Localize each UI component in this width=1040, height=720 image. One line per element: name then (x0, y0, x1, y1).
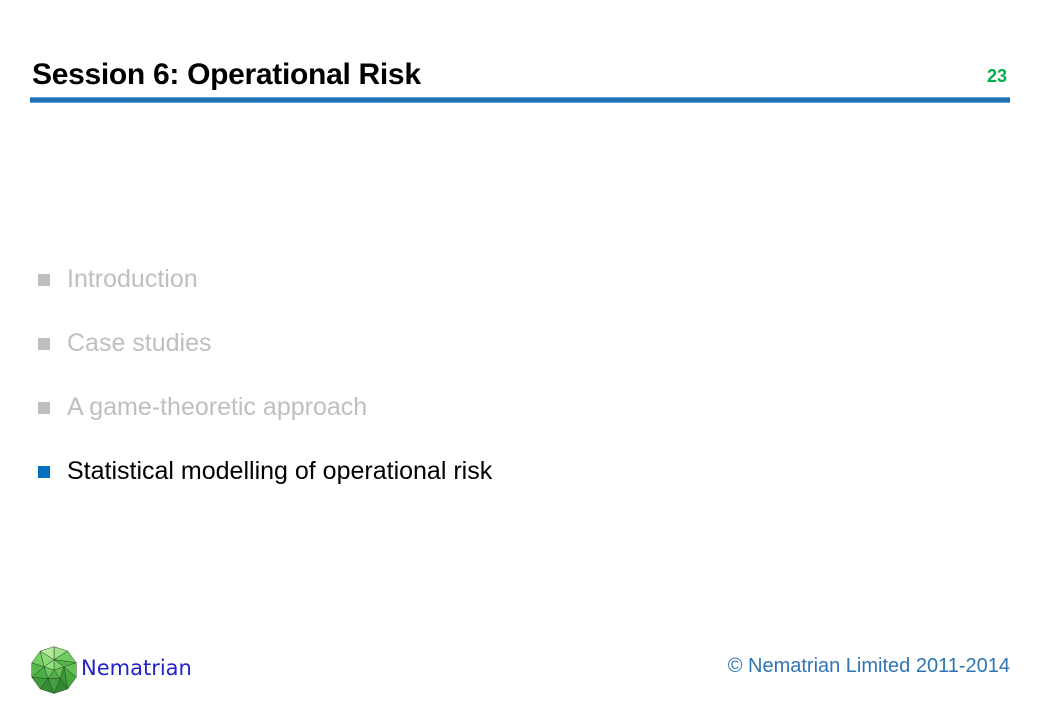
agenda-list (38, 247, 492, 503)
nematrian-polyhedron-logo-icon (28, 640, 80, 698)
bullet-square-icon (38, 402, 50, 414)
bullet-square-icon (38, 338, 50, 350)
list-item-label: Statistical modelling of operational risk (67, 456, 493, 485)
list-item (38, 375, 492, 439)
slide-title: Session 6: Operational Risk (32, 58, 421, 91)
list-item-label: Introduction (67, 264, 198, 293)
page-number: 23 (986, 66, 1007, 86)
bullet-square-icon (38, 274, 50, 286)
copyright-text: © Nematrian Limited 2011-2014 (727, 655, 1010, 677)
list-item-label: Case studies (67, 328, 212, 357)
list-item (38, 247, 492, 311)
title-divider-rule (30, 97, 1010, 103)
brand-name: Nematrian (81, 656, 192, 680)
bullet-square-icon (38, 466, 50, 478)
list-item-label: A game-theoretic approach (67, 392, 368, 421)
list-item (38, 439, 492, 503)
list-item (38, 311, 492, 375)
